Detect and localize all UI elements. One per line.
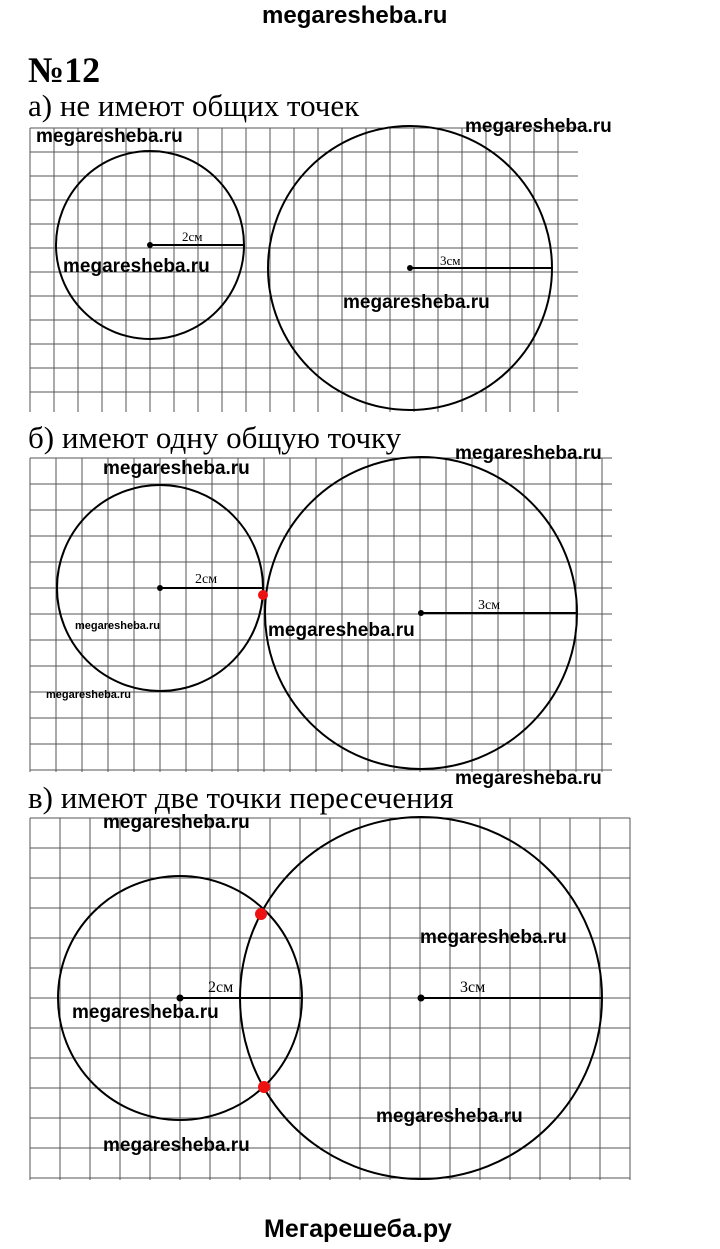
large-radius-label-b: 3см: [478, 598, 501, 613]
watermark: megaresheba.ru: [63, 256, 210, 277]
large-center-c: [418, 995, 425, 1002]
large-radius-label-c: 3см: [460, 979, 486, 996]
watermark: megaresheba.ru: [103, 812, 250, 833]
watermark: megaresheba.ru: [72, 1002, 219, 1023]
watermark: megaresheba.ru: [36, 126, 183, 147]
small-radius-label-b: 2см: [195, 572, 218, 587]
watermark: megaresheba.ru: [455, 768, 602, 789]
grid-section-b: [30, 458, 612, 772]
large-radius-label-a: 3см: [440, 253, 461, 268]
small-center-c: [177, 995, 184, 1002]
header-site: megaresheba.ru: [262, 2, 448, 29]
section-b-figure: [57, 457, 577, 769]
footer-site: Мегарешеба.ру: [264, 1215, 452, 1243]
intersection-point-lower: [258, 1081, 270, 1093]
small-radius-label-a: 2см: [182, 229, 203, 244]
section-c-heading: в) имеют две точки пересечения: [28, 780, 454, 815]
watermark: megaresheba.ru: [455, 443, 602, 464]
large-center-a: [407, 265, 413, 271]
watermark: megaresheba.ru: [46, 689, 131, 701]
watermark: megaresheba.ru: [103, 1135, 250, 1156]
watermark: megaresheba.ru: [376, 1106, 523, 1127]
watermark: megaresheba.ru: [420, 927, 567, 948]
small-center-a: [147, 242, 153, 248]
section-a-heading: а) не имеют общих точек: [28, 88, 360, 123]
watermark: megaresheba.ru: [343, 292, 490, 313]
intersection-point-upper: [255, 908, 267, 920]
small-radius-label-c: 2см: [208, 979, 234, 996]
tangent-point-b: [258, 590, 268, 600]
task-number: №12: [28, 50, 101, 90]
large-center-b: [418, 610, 424, 616]
watermark: megaresheba.ru: [465, 116, 612, 137]
small-center-b: [157, 585, 163, 591]
watermark: megaresheba.ru: [268, 620, 415, 641]
watermark: megaresheba.ru: [75, 620, 160, 632]
section-b-heading: б) имеют одну общую точку: [28, 420, 402, 455]
watermark: megaresheba.ru: [103, 458, 250, 479]
